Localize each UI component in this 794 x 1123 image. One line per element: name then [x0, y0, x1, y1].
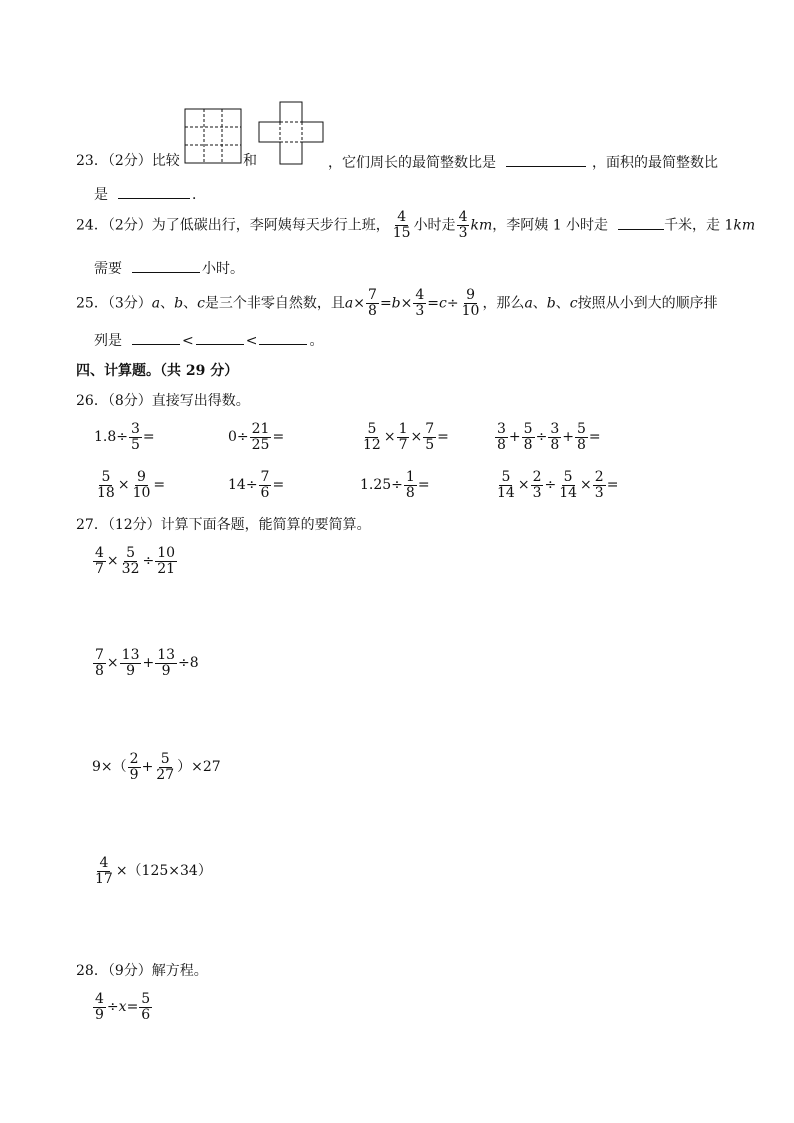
answer-blank[interactable] — [132, 330, 180, 345]
var-c: c — [439, 295, 447, 312]
expr-text: ÷8 — [178, 655, 199, 671]
numerator: 4 — [458, 209, 468, 225]
operator: × — [353, 295, 366, 312]
numerator: 5 — [501, 468, 511, 485]
numerator: 7 — [95, 646, 104, 663]
fraction — [423, 422, 436, 453]
fraction — [391, 210, 413, 241]
expr-text: 9×（ — [92, 759, 127, 775]
denominator: 3 — [415, 303, 425, 319]
denominator: 3 — [594, 484, 604, 501]
question-text: ．（2分）为了低碳出行，李阿姨每天步行上班， — [93, 217, 390, 234]
fraction — [93, 856, 115, 887]
section-heading: 四、计算题。（共 29 分） — [76, 363, 239, 379]
operator: × — [400, 295, 413, 312]
q23-line1 — [76, 152, 180, 170]
q26-expr-4 — [494, 420, 601, 454]
question-text: ． — [192, 187, 206, 203]
denominator: 17 — [95, 870, 113, 887]
question-text: 按照从小到大的顺序排 — [577, 295, 718, 312]
question-number: 23 — [76, 153, 94, 169]
expr-text: 1.8÷ — [94, 429, 128, 445]
denominator: 18 — [97, 484, 115, 501]
fraction — [522, 422, 535, 453]
numerator: 5 — [126, 544, 136, 561]
denominator: 8 — [576, 436, 586, 453]
fraction — [366, 288, 379, 319]
denominator: 10 — [461, 303, 480, 319]
numerator: 5 — [563, 468, 573, 485]
question-text: 27．（12分）计算下面各题，能简算的要简算。 — [76, 517, 371, 533]
expr-text: ×（125×34） — [115, 863, 212, 879]
q24-line1 — [76, 210, 755, 241]
q26-expr-1 — [94, 420, 155, 454]
denominator: 8 — [550, 436, 560, 453]
answer-blank[interactable] — [506, 152, 586, 167]
operator: × — [580, 477, 592, 493]
and-text: 和 — [243, 153, 257, 169]
var-b: b — [391, 295, 401, 312]
numerator: 2 — [532, 468, 542, 485]
operator: ÷ — [106, 999, 119, 1015]
operator: = — [153, 477, 166, 493]
numerator: 5 — [160, 750, 170, 767]
fraction — [139, 992, 152, 1023]
separator: 、 — [160, 295, 175, 312]
question-text: 26．（8分）直接写出得数。 — [76, 393, 250, 409]
denominator: 10 — [132, 484, 151, 501]
fraction — [120, 546, 142, 577]
fraction — [404, 470, 417, 501]
operator: × — [106, 655, 119, 671]
denominator: 9 — [129, 766, 139, 783]
operator: + — [142, 655, 155, 671]
denominator: 14 — [559, 484, 578, 501]
fraction — [413, 288, 426, 319]
operator: × — [106, 553, 119, 569]
q26-expr-8 — [494, 468, 618, 502]
denominator: 7 — [95, 560, 104, 577]
question-text: ，它们周长的最简整数比是 — [328, 155, 496, 171]
numerator: 2 — [594, 468, 604, 485]
expr-text: 1.25÷ — [360, 477, 403, 493]
fraction — [155, 648, 177, 679]
denominator: 9 — [161, 662, 171, 679]
q26-expr-6 — [228, 468, 284, 502]
operator: × — [410, 429, 423, 445]
unit-km: km — [733, 217, 756, 234]
fraction — [129, 422, 142, 453]
question-text: 小时。 — [202, 261, 244, 277]
question-text: ，那么 — [482, 295, 525, 312]
denominator: 21 — [157, 560, 176, 577]
question-text: ，面积的最简整数比 — [592, 155, 718, 171]
denominator: 5 — [425, 436, 435, 453]
operator: = — [606, 477, 619, 493]
var-c: c — [197, 295, 205, 312]
fraction — [361, 422, 383, 453]
numerator: 9 — [466, 287, 475, 303]
fraction — [531, 470, 544, 501]
numerator: 9 — [137, 468, 146, 485]
operator: ÷ — [535, 429, 548, 445]
var-c: c — [569, 295, 578, 312]
less-than: < — [245, 333, 258, 349]
q27-problem-3 — [92, 750, 221, 784]
denominator: 9 — [126, 662, 136, 679]
question-text: 是 — [94, 187, 108, 203]
numerator: 4 — [95, 990, 104, 1007]
var-b: b — [546, 295, 556, 312]
numerator: 3 — [550, 420, 560, 437]
numerator: 3 — [497, 420, 506, 437]
question-text: 。 — [309, 333, 324, 349]
question-text: 千米，走 1 — [664, 217, 734, 234]
question-text: ．（3分） — [93, 295, 152, 312]
denominator: 7 — [398, 436, 408, 453]
var-a: a — [344, 295, 354, 312]
operator: + — [508, 429, 521, 445]
operator: + — [562, 429, 574, 445]
numerator: 4 — [95, 544, 104, 561]
operator: × — [117, 477, 130, 493]
separator: 、 — [183, 295, 198, 312]
fraction — [93, 648, 106, 679]
fraction — [495, 470, 517, 501]
question-text: ，李阿姨 1 小时走 — [492, 217, 609, 234]
denominator: 3 — [532, 484, 542, 501]
q27-problem-2 — [92, 646, 199, 680]
numerator: 10 — [157, 544, 176, 561]
answer-blank[interactable] — [118, 184, 190, 199]
operator: = — [272, 477, 285, 493]
operator: = — [142, 429, 155, 445]
fraction — [155, 546, 177, 577]
var-a: a — [524, 295, 533, 312]
fraction — [397, 422, 410, 453]
question-text: 28．（9分）解方程。 — [76, 963, 208, 979]
operator: × — [517, 477, 530, 493]
numerator: 5 — [523, 420, 533, 437]
question-text: ．（2分）比较 — [93, 153, 180, 169]
q26-expr-3 — [360, 420, 449, 454]
fraction — [495, 422, 508, 453]
denominator: 8 — [368, 303, 377, 319]
numerator: 5 — [367, 420, 377, 437]
fraction — [575, 422, 588, 453]
numerator: 7 — [425, 420, 435, 437]
denominator: 3 — [458, 225, 468, 241]
q25-line1 — [76, 288, 718, 319]
q25-line2 — [94, 330, 323, 350]
denominator: 8 — [95, 662, 104, 679]
fraction — [460, 288, 482, 319]
q26-expr-7 — [360, 468, 430, 502]
var-x: x — [118, 999, 127, 1015]
operator: = — [437, 429, 449, 445]
denominator: 9 — [95, 1006, 104, 1023]
numerator: 13 — [157, 646, 176, 663]
separator: 、 — [555, 295, 570, 312]
operator: ÷ — [446, 295, 459, 312]
denominator: 12 — [363, 436, 381, 453]
q23-line2 — [94, 184, 206, 204]
fraction — [548, 422, 561, 453]
denominator: 14 — [497, 484, 515, 501]
operator: = — [272, 429, 285, 445]
numerator: 21 — [251, 420, 270, 437]
grid-rectangle-figure — [184, 108, 242, 164]
answer-blank[interactable] — [196, 330, 244, 345]
separator: 、 — [532, 295, 547, 312]
q23-line1-rest — [328, 152, 718, 172]
q24-line2 — [94, 258, 244, 278]
fraction — [93, 546, 106, 577]
numerator: 5 — [101, 468, 111, 485]
denominator: 6 — [260, 484, 270, 501]
question-text: 需要 — [94, 261, 122, 277]
operator: × — [383, 429, 396, 445]
q26-expr-2 — [228, 420, 284, 454]
denominator: 15 — [392, 225, 411, 241]
operator: ÷ — [142, 553, 155, 569]
numerator: 7 — [260, 468, 270, 485]
numerator: 2 — [129, 750, 139, 767]
denominator: 6 — [141, 1006, 151, 1023]
answer-blank[interactable] — [618, 215, 664, 230]
operator: ÷ — [544, 477, 557, 493]
operator: = — [379, 295, 392, 312]
q27-problem-4 — [92, 854, 212, 888]
denominator: 27 — [156, 766, 175, 783]
denominator: 25 — [251, 436, 270, 453]
denominator: 5 — [131, 436, 140, 453]
fraction — [93, 992, 106, 1023]
expr-text: 0÷ — [228, 429, 249, 445]
fraction — [593, 470, 606, 501]
expr-text: ）×27 — [177, 759, 221, 775]
var-a: a — [151, 295, 161, 312]
numerator: 5 — [576, 420, 586, 437]
numerator: 5 — [141, 990, 151, 1007]
q26-expr-5 — [94, 468, 165, 502]
numerator: 4 — [415, 287, 425, 303]
numerator: 1 — [398, 420, 408, 437]
numerator: 4 — [397, 209, 407, 225]
numerator: 4 — [99, 854, 109, 871]
question-number: 24 — [76, 217, 94, 234]
operator: = — [427, 295, 440, 312]
question-number: 25 — [76, 295, 94, 312]
answer-blank[interactable] — [132, 258, 200, 273]
question-text: 是三个非零自然数，且 — [204, 295, 345, 312]
fraction — [557, 470, 579, 501]
question-text: 小时走 — [413, 217, 456, 234]
cross-shape-figure — [258, 101, 324, 165]
operator: + — [141, 759, 154, 775]
fraction — [120, 648, 142, 679]
fraction — [259, 470, 272, 501]
numerator: 1 — [405, 468, 415, 485]
fraction — [250, 422, 272, 453]
fraction — [131, 470, 153, 501]
numerator: 3 — [131, 420, 140, 437]
numerator: 13 — [121, 646, 140, 663]
q28-equation-1 — [92, 990, 153, 1024]
unit-km: km — [470, 217, 493, 234]
fraction — [457, 210, 470, 241]
numerator: 7 — [368, 287, 377, 303]
denominator: 32 — [121, 560, 140, 577]
answer-blank[interactable] — [259, 330, 307, 345]
question-text: 列是 — [94, 333, 122, 349]
fraction — [154, 752, 176, 783]
var-b: b — [174, 295, 184, 312]
denominator: 8 — [523, 436, 533, 453]
fraction — [128, 752, 141, 783]
operator: = — [417, 477, 430, 493]
less-than: < — [182, 333, 194, 349]
operator: = — [126, 999, 139, 1015]
operator: = — [588, 429, 601, 445]
fraction — [95, 470, 117, 501]
q27-problem-1 — [92, 544, 178, 578]
denominator: 8 — [497, 436, 506, 453]
expr-text: 14÷ — [228, 477, 258, 493]
denominator: 8 — [405, 484, 415, 501]
